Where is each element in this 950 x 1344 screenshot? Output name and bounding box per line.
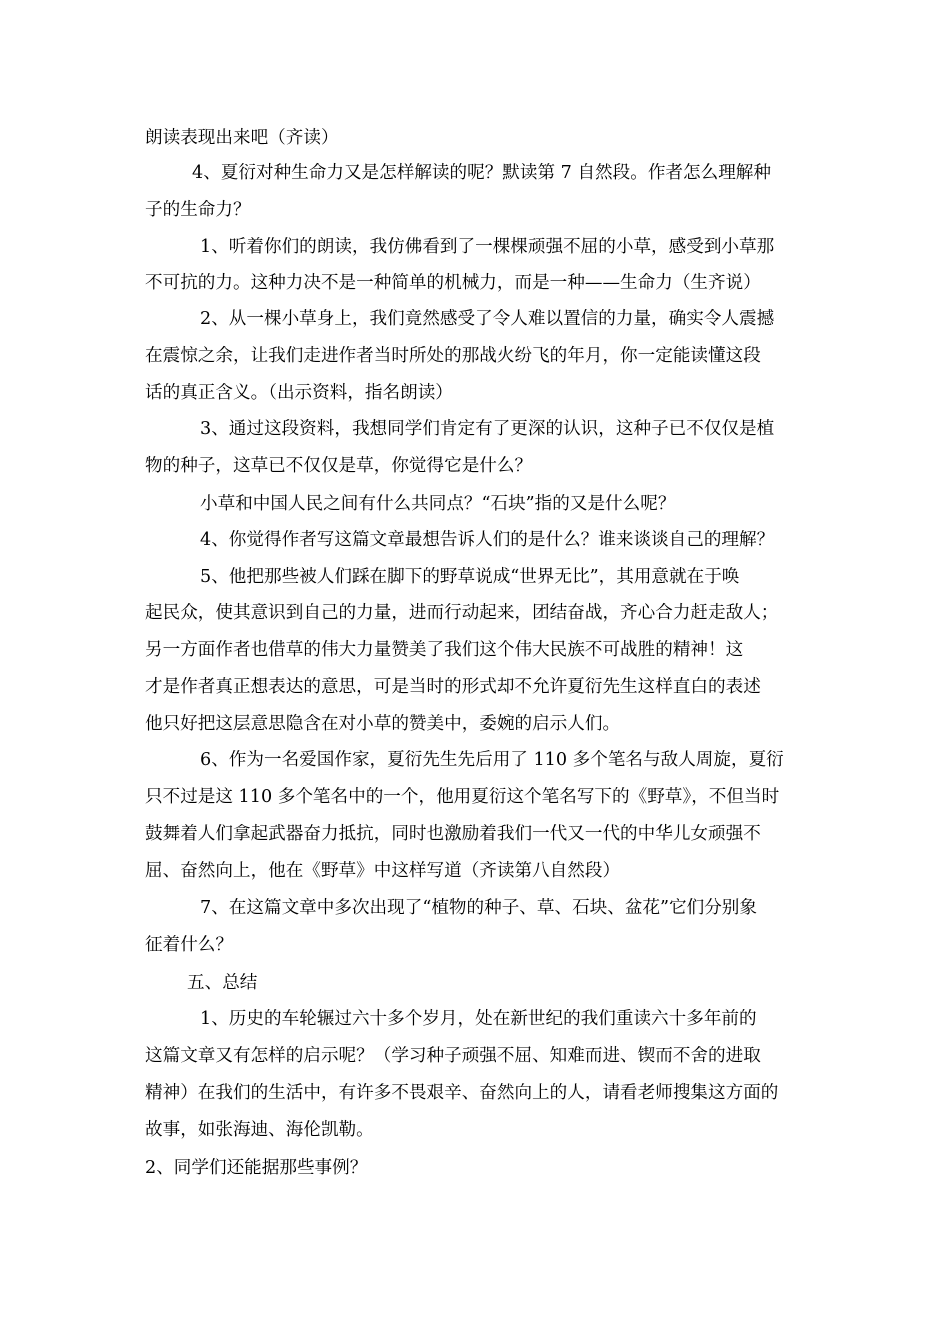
text-line: 5、他把那些被人们踩在脚下的野草说成“世界无比”，其用意就在于唤 — [200, 567, 740, 587]
text-line: 1、听着你们的朗读，我仿佛看到了一棵棵顽强不屈的小草，感受到小草那 — [200, 237, 775, 257]
text-line: 鼓舞着人们拿起武器奋力抵抗，同时也激励着我们一代又一代的中华儿女顽强不 — [145, 824, 761, 844]
text-line: 另一方面作者也借草的伟大力量赞美了我们这个伟大民族不可战胜的精神！这 — [145, 640, 744, 660]
text-line: 2、同学们还能据那些事例？ — [145, 1158, 368, 1178]
text-line: 征着什么？ — [145, 935, 233, 955]
text-line: 在震惊之余，让我们走进作者当时所处的那战火纷飞的年月，你一定能读懂这段 — [145, 346, 761, 366]
text-line: 他只好把这层意思隐含在对小草的赞美中，委婉的启示人们。 — [145, 714, 621, 734]
section-heading: 五、总结 — [187, 973, 258, 993]
text-line: 7、在这篇文章中多次出现了“植物的种子、草、石块、盆花”它们分别象 — [200, 898, 757, 918]
text-line: 1、历史的车轮辗过六十多个岁月，处在新世纪的我们重读六十多年前的 — [200, 1009, 757, 1029]
text-line: 2、从一棵小草身上，我们竟然感受了令人难以置信的力量，确实令人震撼 — [200, 309, 775, 329]
text-line: 只不过是这 110 多个笔名中的一个，他用夏衍这个笔名写下的《野草》，不但当时 — [145, 787, 780, 807]
text-line: 故事，如张海迪、海伦凯勒。 — [145, 1120, 374, 1140]
text-line: 子的生命力？ — [145, 200, 251, 220]
text-line: 精神）在我们的生活中，有许多不畏艰辛、奋然向上的人，请看老师搜集这方面的 — [145, 1083, 779, 1103]
text-line: 物的种子，这草已不仅仅是草，你觉得它是什么？ — [145, 456, 533, 476]
text-line: 朗读表现出来吧（齐读） — [145, 128, 339, 148]
text-line: 话的真正含义。（出示资料，指名朗读） — [145, 383, 453, 403]
text-line: 起民众，使其意识到自己的力量，进而行动起来，团结奋战，齐心合力赶走敌人； — [145, 603, 779, 623]
text-line: 小草和中国人民之间有什么共同点？“石块”指的又是什么呢？ — [200, 494, 676, 514]
text-line: 3、通过这段资料，我想同学们肯定有了更深的认识，这种子已不仅仅是植 — [200, 419, 775, 439]
text-line: 6、作为一名爱国作家，夏衍先生先后用了 110 多个笔名与敌人周旋，夏衍 — [200, 750, 784, 770]
text-line: 4、夏衍对种生命力又是怎样解读的呢？默读第 7 自然段。作者怎么理解种 — [192, 163, 771, 183]
text-line: 这篇文章又有怎样的启示呢？（学习种子顽强不屈、知难而进、锲而不舍的进取 — [145, 1046, 761, 1066]
text-line: 4、你觉得作者写这篇文章最想告诉人们的是什么？谁来谈谈自己的理解？ — [200, 530, 775, 550]
text-line: 才是作者真正想表达的意思，可是当时的形式却不允许夏衍先生这样直白的表述 — [145, 677, 761, 697]
text-line: 不可抗的力。这种力决不是一种简单的机械力，而是一种——生命力（生齐说） — [145, 273, 761, 293]
text-line: 屈、奋然向上，他在《野草》中这样写道（齐读第八自然段） — [145, 861, 621, 881]
